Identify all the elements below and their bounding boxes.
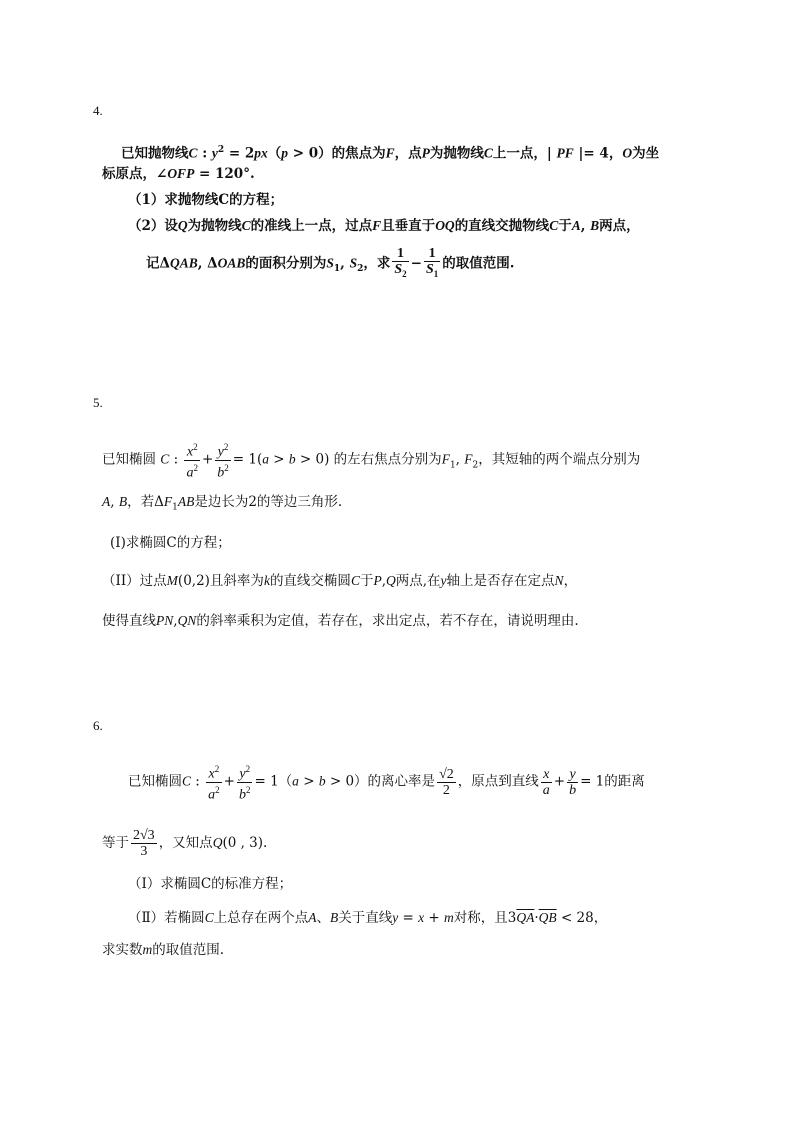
problem-4-line-3: （1）求抛物线C的方程；: [128, 192, 284, 208]
problem-5-line-2: A, B，若$\Delta F_1AB$是边长为2的等边三角形.: [102, 494, 343, 513]
problem-4-line-2: 标原点，∠OFP = 120°.: [102, 166, 255, 182]
fraction-1-over-S1: $\frac{1}{S_1}$: [425, 246, 439, 279]
problem-4-number: 4.: [93, 103, 103, 118]
problem-4-line-4: （2）设Q为抛物线C的准线上一点，过点F且垂直于OQ的直线交抛物线C于A, B两点，: [128, 218, 640, 234]
problem-6-number: 6.: [93, 718, 103, 733]
problem-6-line-2: 等于 $\frac{2√3}{3}$ ，又知点Q(0 , 3).: [102, 828, 268, 859]
problem-4-line-5: 记ΔQAB, ΔOAB的面积分别为$S_1$, $S_2$，求 $\frac{1}{S_2}$ − $\frac{1}{S_1}$ 的取值范围.: [146, 246, 514, 282]
problem-5-line-4: （II）过点M(0,2)且斜率为k的直线交椭圆C于P,Q两点,在y轴上是否存在定点N，: [102, 573, 578, 589]
problem-4-line-1: 已知抛物线C : $y^2 = 2px(p > 0)$的焦点为F，点P为抛物线C上一点，| PF |= 4，O为坐: [121, 145, 660, 162]
problem-6-line-5: 求实数m的取值范围.: [102, 942, 225, 958]
problem-6-line-1: 已知椭圆C : $\frac{x^2}{a^2}$ + $\frac{y^2}{b^2}$ = 1（a > b > 0）的离心率是 $\frac{√2}{2}$ ，原点到直线 $\frac{x}{a}$ + $\frac{y}{b}$ = 1的距离: [128, 764, 645, 803]
problem-6-line-4: （Ⅱ）若椭圆C上总存在两个点A、B关于直线y = x + m对称，且$3\overline{QA}\cdot\overline{QB} < 28$，: [128, 910, 608, 926]
problem-6-line-3: （Ⅰ）求椭圆C的标准方程；: [128, 876, 293, 892]
problem-5-line-3: (I)求椭圆C的方程；: [110, 535, 231, 551]
problem-5-line-1: 已知椭圆 C : $\frac{x^2}{a^2}$ + $\frac{y^2}{b^2}$ = 1(a > b > 0) 的左右焦点分别为$F_1$, $F_2$，其短轴的两个端点分别为: [102, 442, 641, 481]
problem-5-number: 5.: [93, 395, 103, 410]
problem-5-line-5: 使得直线PN,QN的斜率乘积为定值，若存在，求出定点，若不存在，请说明理由.: [102, 613, 579, 629]
fraction-1-over-S2: $\frac{1}{S_2}$: [394, 246, 407, 279]
